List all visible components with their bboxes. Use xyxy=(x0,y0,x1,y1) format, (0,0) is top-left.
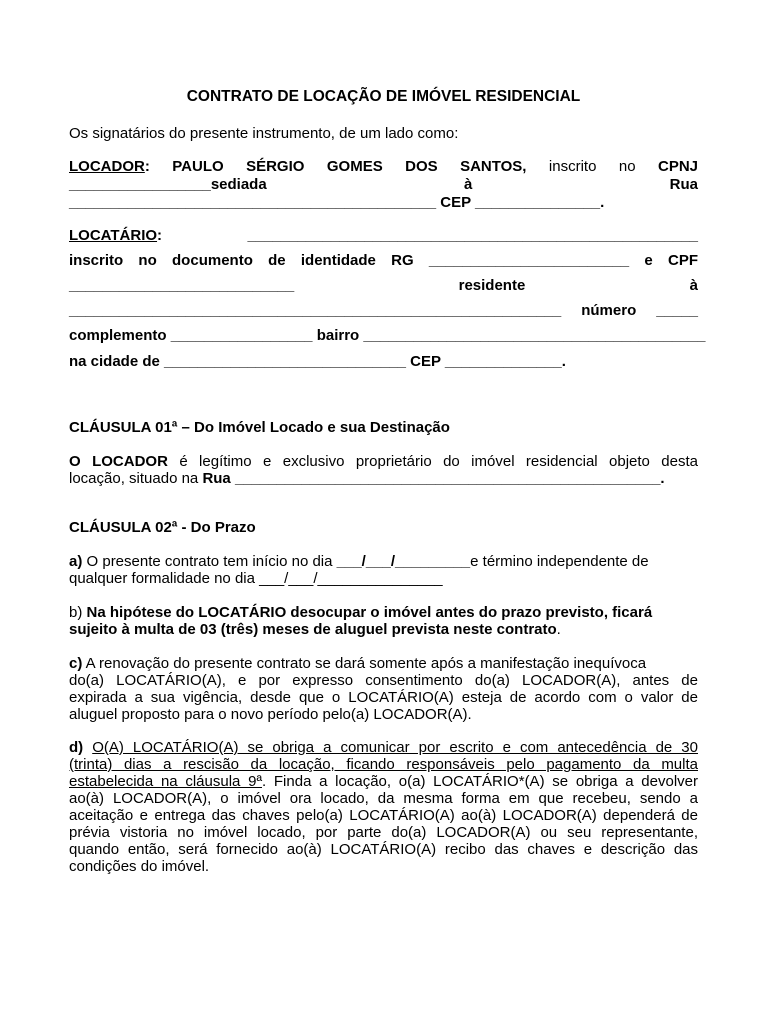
clausula-02-d-line-1: d) O(A) LOCATÁRIO(A) se obriga a comunicar por escrito e com antecedência de 30 xyxy=(69,739,698,756)
clausula-02-c-line-3: expirada a sua vigência, desde que o LOCATÁRIO(A) esteja de acordo com o valor de xyxy=(69,689,698,706)
clausula-02-d-line-8: condições do imóvel. xyxy=(69,858,210,875)
locatario-label: LOCATÁRIO xyxy=(69,227,158,244)
locatario-line-2: inscrito no documento de identidade RG ________________________ e CPF xyxy=(69,252,699,269)
cep-blank-2: ______________ xyxy=(444,353,562,370)
address-blank: ___________________________________________________________ xyxy=(69,302,562,319)
clausula-02-a-line-2: qualquer formalidade no dia ___/___/_______________ xyxy=(69,570,443,587)
locador-line-2: _________________sediada à Rua xyxy=(69,176,699,193)
clausula-02-d-line-7: quando então, será fornecido ao(à) LOCATÁRIO(A) recibo das chaves e descrição das xyxy=(69,841,698,858)
clausula-02-c-line-1: c) A renovação do presente contrato se dará somente após a manifestação inequívoca xyxy=(69,655,647,672)
cpnj-blank: _________________ xyxy=(69,176,211,193)
rg-blank: ________________________ xyxy=(428,252,630,269)
clausula-02-a-line-1: a) O presente contrato tem início no dia ___/___/_________e término independente de xyxy=(69,553,649,570)
locador-line-1: LOCADOR: PAULO SÉRGIO GOMES DOS SANTOS, inscrito no CPNJ xyxy=(69,158,698,175)
clausula-01-line-1: O LOCADOR é legítimo e exclusivo proprietário do imóvel residencial objeto desta xyxy=(69,453,698,470)
locatario-line-6: na cidade de _____________________________ CEP ______________. xyxy=(69,353,566,370)
cpf-blank: ___________________________ xyxy=(69,277,295,294)
locador-label: LOCADOR xyxy=(69,158,145,175)
clausula-02-d-line-6: prévia vistoria no imóvel locado, por parte do(a) LOCADOR(A) ou seu representante, xyxy=(69,824,698,841)
clausula-02-d-line-4: ao(à) LOCADOR(A), o imóvel ora locado, da mesma forma em que recebeu, sendo a xyxy=(69,790,698,807)
start-date-blank: ___/___/_________ xyxy=(336,553,471,570)
bairro-blank: _________________________________________ xyxy=(363,327,706,344)
clausula-02-d-line-2: (trinta) dias a rescisão da locação, ficando responsáveis pelo pagamento da multa xyxy=(69,756,698,773)
locatario-name-blank: ______________________________________________________ xyxy=(247,227,698,244)
rua-blank: ____________________________________________ xyxy=(69,194,437,211)
clausula-02-c-line-4: aluguel proposto para o novo período pelo(a) LOCADOR(A). xyxy=(69,706,472,723)
clausula-02-d-line-3: estabelecida na cláusula 9ª. Finda a locação, o(a) LOCATÁRIO*(A) se obriga a devolver xyxy=(69,773,699,790)
clausula-02-c-line-2: do(a) LOCATÁRIO(A), e por expresso consentimento do(a) LOCADOR(A), antes de xyxy=(69,672,698,689)
clausula-01-line-2: locação, situado na Rua ___________________________________________________. xyxy=(69,470,665,487)
locador-line-3: ____________________________________________ CEP _______________. xyxy=(69,194,605,211)
intro-text: Os signatários do presente instrumento, de um lado como: xyxy=(69,125,459,142)
clausula-02-b-line-2: sujeito à multa de 03 (três) meses de aluguel prevista neste contrato. xyxy=(69,621,561,638)
clausula-02-d-line-5: aceitação e entrega das chaves pelo(a) LOCATÁRIO(A) ao(à) LOCADOR(A) dependerá de xyxy=(69,807,698,824)
locatario-line-4: ___________________________________________________________ número _____ xyxy=(69,302,698,319)
clausula-02-b-line-1: b) Na hipótese do LOCATÁRIO desocupar o imóvel antes do prazo previsto, ficará xyxy=(69,604,653,621)
numero-blank: _____ xyxy=(656,302,698,319)
complemento-blank: _________________ xyxy=(170,327,313,344)
locatario-line-3: ___________________________ residente à xyxy=(69,277,699,294)
cep-blank: _______________ xyxy=(474,194,601,211)
clausula-02-heading: CLÁUSULA 02ª - Do Prazo xyxy=(69,519,256,536)
locatario-line-1: LOCATÁRIO: ______________________________________________________ xyxy=(69,227,698,244)
document-title: CONTRATO DE LOCAÇÃO DE IMÓVEL RESIDENCIAL xyxy=(186,88,581,105)
clausula-01-heading: CLÁUSULA 01ª – Do Imóvel Locado e sua Destinação xyxy=(69,419,450,436)
locatario-line-5: complemento _________________ bairro _________________________________________ xyxy=(69,327,706,344)
rua-imovel-blank: ___________________________________________________. xyxy=(230,470,665,487)
locador-name: PAULO SÉRGIO GOMES DOS SANTOS, xyxy=(172,158,527,175)
cidade-blank: _____________________________ xyxy=(164,353,406,370)
